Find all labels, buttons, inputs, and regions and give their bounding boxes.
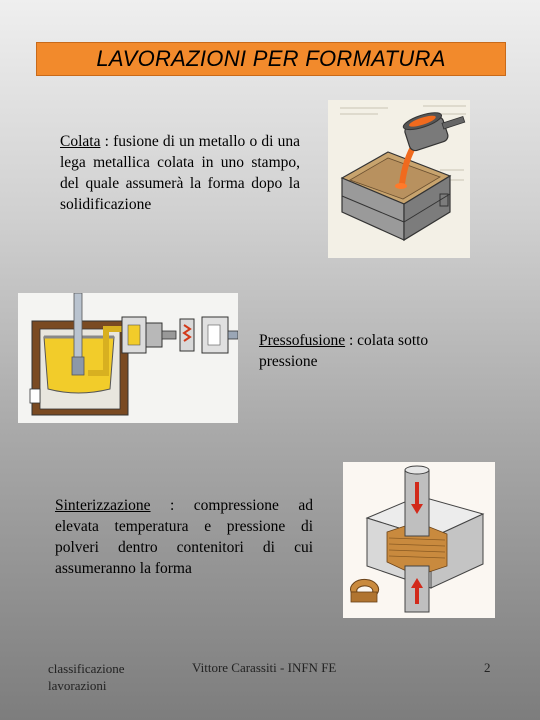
- footer-author: Vittore Carassiti - INFN FE: [192, 660, 337, 675]
- sinterizzazione-description: [55, 495, 313, 579]
- colata-text: : fusione di un metallo o di una lega metallica colata in uno stampo, del quale assumerà la forma dopo la solidificazione: [60, 133, 300, 213]
- colata-term: Colata: [60, 133, 101, 150]
- sinterizzazione-term: Sinterizzazione: [55, 497, 151, 514]
- pressure-casting-drawing: [18, 293, 238, 423]
- casting-drawing: [328, 100, 470, 258]
- casting-illustration: [328, 100, 470, 258]
- footer-topic: classificazione lavorazioni: [48, 661, 125, 693]
- page-number: 2: [484, 660, 491, 675]
- colata-description: [60, 131, 300, 215]
- sintering-drawing: [343, 462, 495, 618]
- pressofusione-description: [259, 330, 479, 372]
- pressofusione-text: : colata sotto pressione: [259, 332, 429, 370]
- slide-title: LAVORAZIONI PER FORMATURA: [96, 46, 446, 71]
- pressofusione-term: Pressofusione: [259, 332, 346, 349]
- slide-title-bar: [36, 42, 506, 76]
- sintering-illustration: [343, 462, 495, 618]
- sinterizzazione-text: : compressione ad elevata temperatura e pressione di polveri dentro contenitori di cui assumeranno la forma: [55, 497, 313, 577]
- pressure-casting-illustration: [18, 293, 238, 423]
